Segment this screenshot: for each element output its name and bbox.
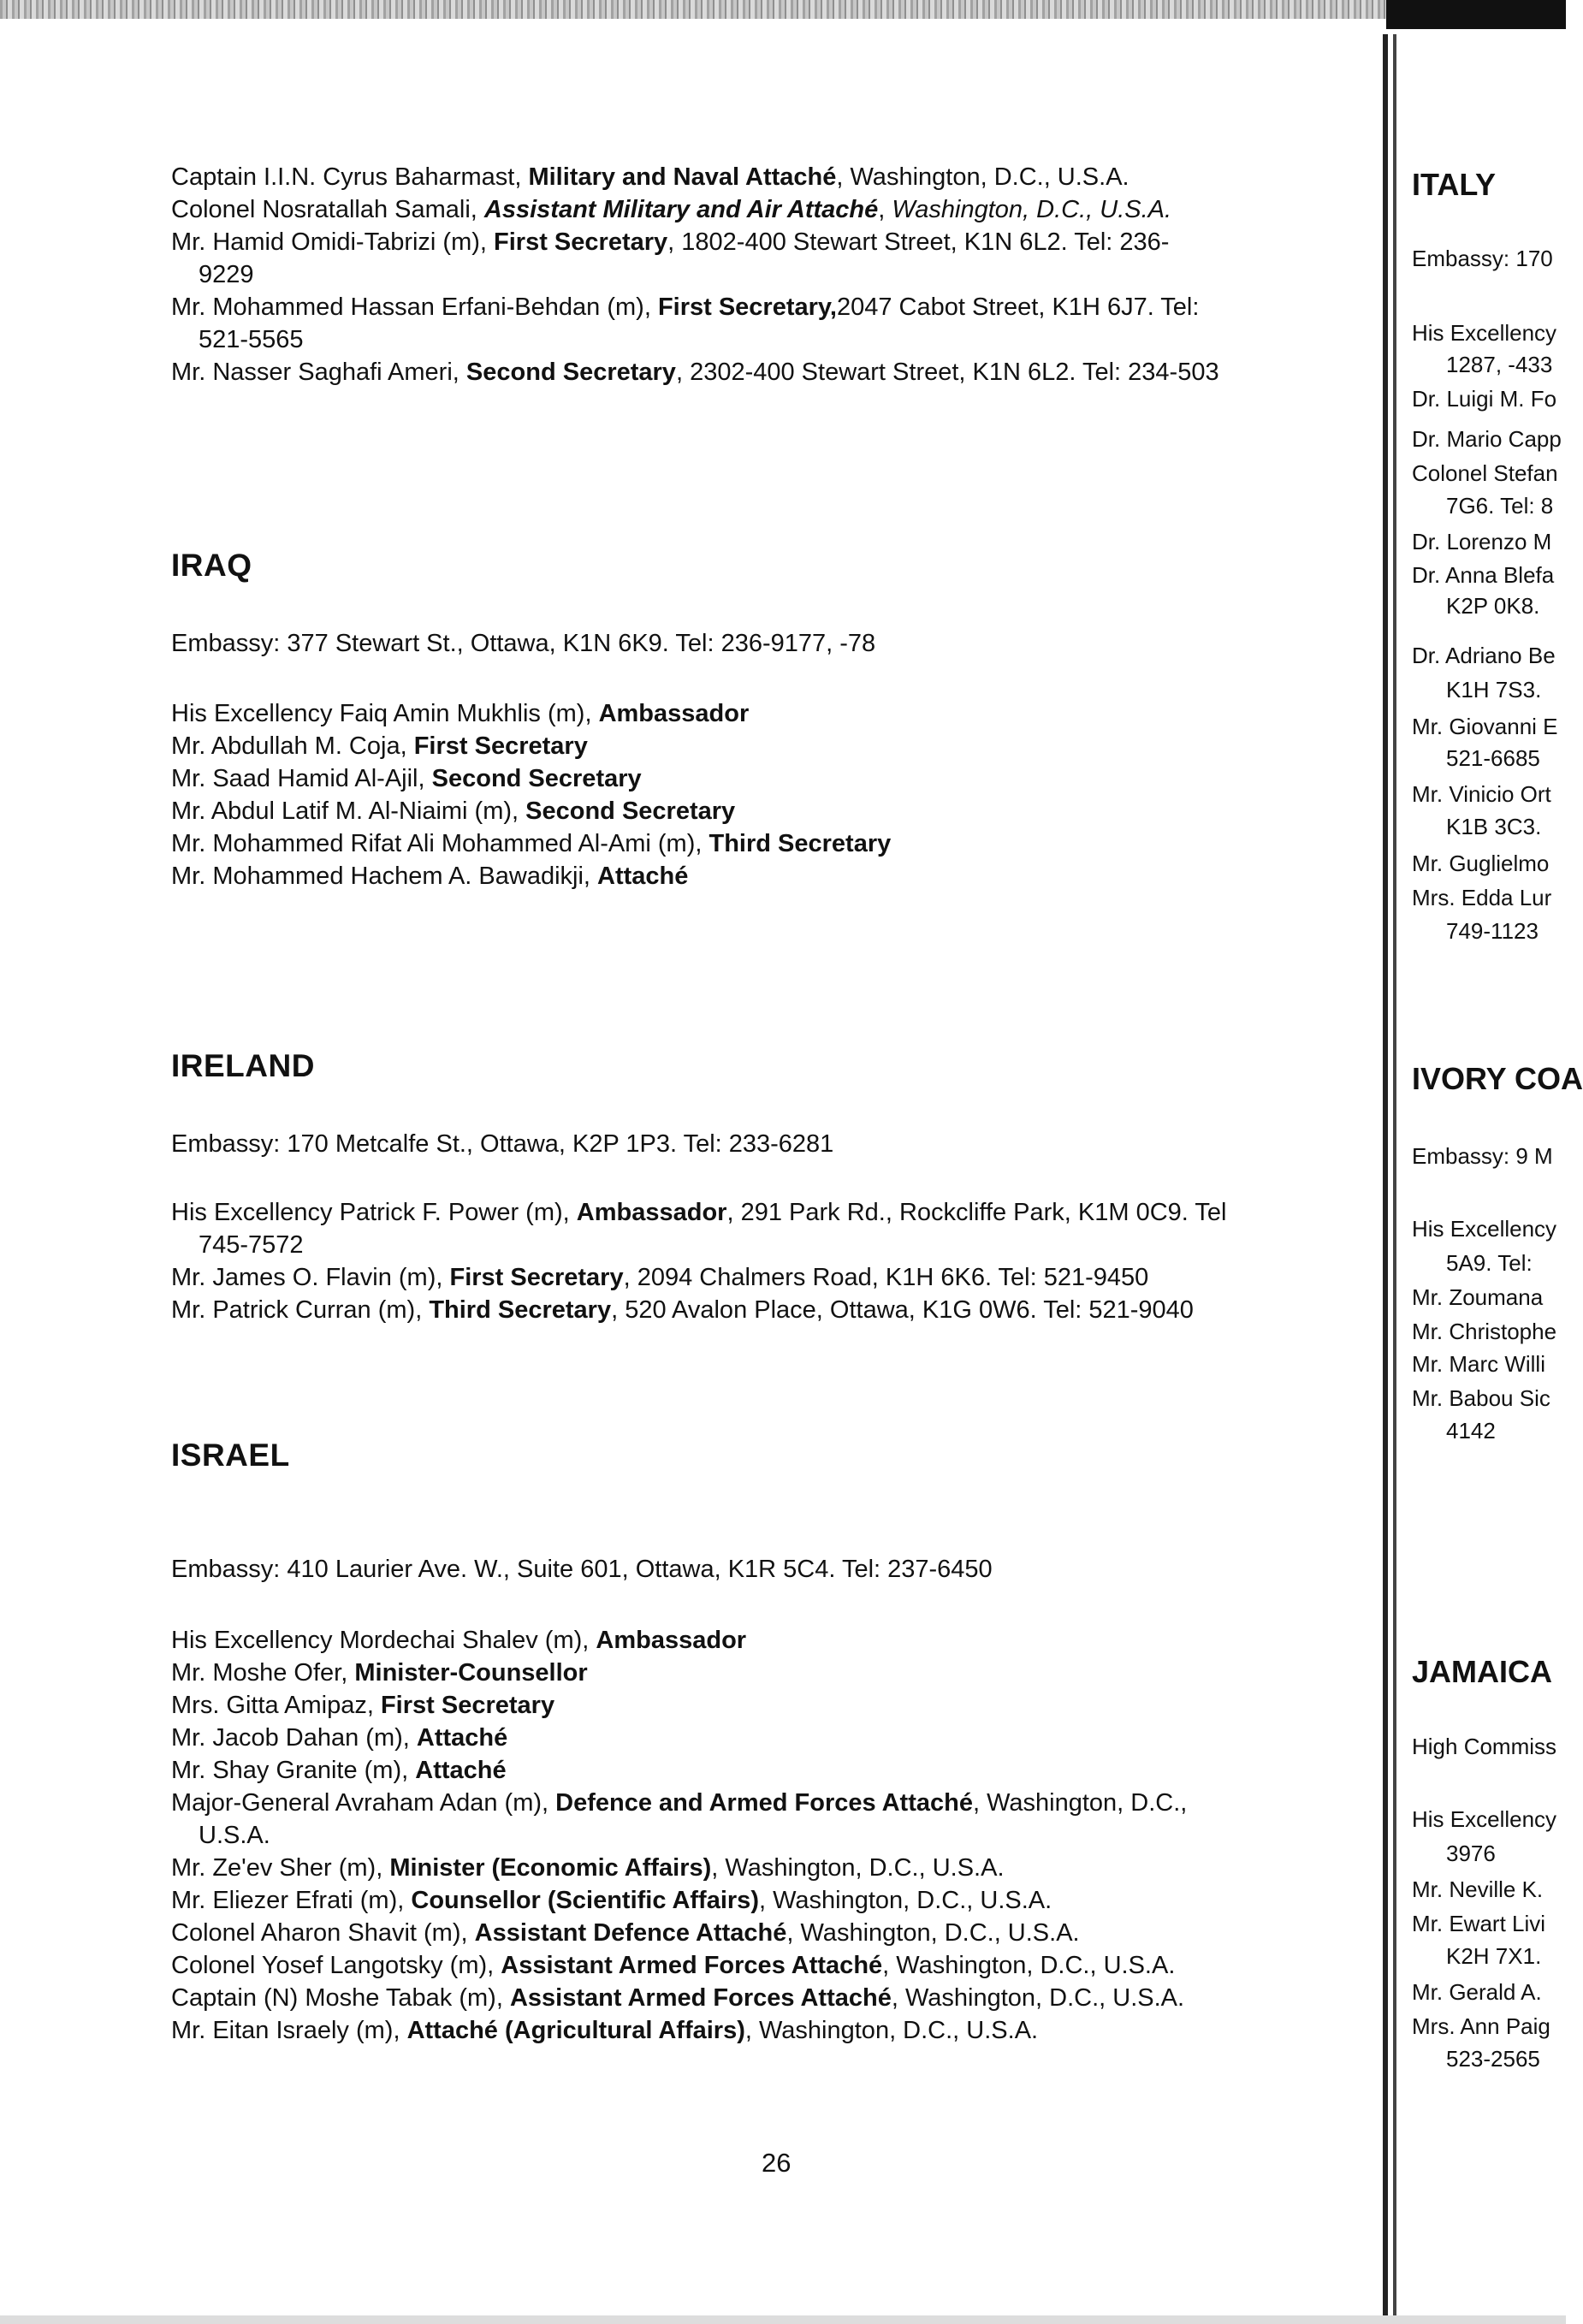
facing-line: Mr. Vinicio Ort [1412, 781, 1551, 807]
facing-line: Embassy: 9 M [1412, 1143, 1553, 1169]
staff-entry: Mrs. Gitta Amipaz, First Secretary [171, 1692, 555, 1719]
facing-page-fragment [1412, 0, 1583, 2324]
staff-entry: Mr. Abdullah M. Coja, First Secretary [171, 732, 588, 760]
scan-bottom-edge [0, 2315, 1566, 2324]
staff-entry: Mr. Saad Hamid Al-Ajil, Second Secretary [171, 765, 642, 792]
facing-line: K2H 7X1. [1446, 1943, 1542, 1969]
facing-line: Dr. Mario Capp [1412, 426, 1562, 452]
iran-continued-section [171, 161, 1369, 388]
staff-entry-continuation: 521-5565 [199, 326, 304, 353]
facing-line: 749-1123 [1446, 918, 1539, 944]
facing-line: 521-6685 [1446, 745, 1540, 771]
staff-entry: His Excellency Patrick F. Power (m), Ambassador, 291 Park Rd., Rockcliffe Park, K1M 0C9. Tel [171, 1199, 1227, 1226]
facing-heading: JAMAICA [1412, 1654, 1553, 1689]
staff-entry: Captain I.I.N. Cyrus Baharmast, Military and Naval Attaché, Washington, D.C., U.S.A. [171, 163, 1129, 191]
facing-line: Mr. Giovanni E [1412, 714, 1558, 739]
staff-entry: Mr. Eliezer Efrati (m), Counsellor (Scientific Affairs), Washington, D.C., U.S.A. [171, 1887, 1052, 1914]
facing-line: 4142 [1446, 1418, 1496, 1444]
staff-entry: Mr. Hamid Omidi-Tabrizi (m), First Secretary, 1802-400 Stewart Street, K1N 6L2. Tel: 236- [171, 228, 1170, 256]
iraq-embassy-address: Embassy: 377 Stewart St., Ottawa, K1N 6K9. Tel: 236-9177, -78 [171, 630, 876, 657]
facing-line: 523-2565 [1446, 2046, 1540, 2072]
section-heading-iraq: IRAQ [171, 548, 252, 583]
iraq-staff-list [171, 697, 1369, 892]
facing-heading: IVORY COA [1412, 1061, 1583, 1096]
facing-line: His Excellency [1412, 320, 1557, 346]
staff-entry: Major-General Avraham Adan (m), Defence and Armed Forces Attaché, Washington, D.C., [171, 1789, 1188, 1817]
staff-entry: Mr. James O. Flavin (m), First Secretary, 2094 Chalmers Road, K1H 6K6. Tel: 521-9450 [171, 1264, 1149, 1291]
facing-line: Dr. Anna Blefa [1412, 562, 1555, 588]
staff-entry: Mr. Abdul Latif M. Al-Niaimi (m), Second Secretary [171, 797, 736, 825]
staff-entry: Mr. Mohammed Hassan Erfani-Behdan (m), First Secretary,2047 Cabot Street, K1H 6J7. Tel: [171, 293, 1200, 321]
staff-entry: His Excellency Mordechai Shalev (m), Ambassador [171, 1627, 747, 1654]
staff-entry: Mr. Mohammed Hachem A. Bawadikji, Attaché [171, 863, 689, 890]
staff-entry: Mr. Ze'ev Sher (m), Minister (Economic Affairs), Washington, D.C., U.S.A. [171, 1854, 1005, 1882]
facing-line: 7G6. Tel: 8 [1446, 493, 1554, 519]
section-heading-ireland: IRELAND [171, 1048, 315, 1083]
facing-line: Mr. Babou Sic [1412, 1385, 1550, 1411]
facing-line: 1287, -433 [1446, 352, 1553, 377]
book-spine [1379, 34, 1414, 2324]
staff-entry-continuation: 9229 [199, 261, 254, 288]
israel-embassy-address: Embassy: 410 Laurier Ave. W., Suite 601, Ottawa, K1R 5C4. Tel: 237-6450 [171, 1556, 993, 1583]
facing-heading: ITALY [1412, 167, 1497, 202]
facing-line: His Excellency [1412, 1806, 1557, 1832]
staff-entry: Colonel Nosratallah Samali, Assistant Military and Air Attaché, Washington, D.C., U.S.A. [171, 196, 1172, 223]
staff-entry: His Excellency Faiq Amin Mukhlis (m), Ambassador [171, 700, 750, 727]
staff-entry: Mr. Patrick Curran (m), Third Secretary, 520 Avalon Place, Ottawa, K1G 0W6. Tel: 521-9040 [171, 1296, 1194, 1324]
ireland-embassy-address: Embassy: 170 Metcalfe St., Ottawa, K2P 1P3. Tel: 233-6281 [171, 1130, 834, 1158]
staff-entry: Colonel Yosef Langotsky (m), Assistant Armed Forces Attaché, Washington, D.C., U.S.A. [171, 1952, 1176, 1979]
facing-line: Dr. Lorenzo M [1412, 529, 1552, 554]
facing-line: Mr. Zoumana [1412, 1284, 1544, 1310]
staff-entry: Mr. Nasser Saghafi Ameri, Second Secretary, 2302-400 Stewart Street, K1N 6L2. Tel: 234-503 [171, 359, 1219, 386]
israel-staff-list [171, 1624, 1369, 2047]
facing-line: K1B 3C3. [1446, 814, 1542, 839]
facing-line: Embassy: 170 [1412, 246, 1553, 271]
ireland-staff-list [171, 1196, 1369, 1326]
staff-entry: Mr. Moshe Ofer, Minister-Counsellor [171, 1659, 588, 1687]
facing-line: Mr. Neville K. [1412, 1876, 1544, 1902]
staff-entry: Mr. Jacob Dahan (m), Attaché [171, 1724, 508, 1752]
scan-top-edge [0, 0, 1566, 19]
facing-line: Mr. Gerald A. [1412, 1979, 1542, 2005]
staff-entry: Mr. Shay Granite (m), Attaché [171, 1757, 507, 1784]
staff-entry: Colonel Aharon Shavit (m), Assistant Defence Attaché, Washington, D.C., U.S.A. [171, 1919, 1080, 1947]
facing-line: Mrs. Edda Lur [1412, 885, 1552, 910]
facing-line: Mr. Ewart Livi [1412, 1911, 1546, 1936]
staff-entry: Captain (N) Moshe Tabak (m), Assistant Armed Forces Attaché, Washington, D.C., U.S.A. [171, 1984, 1185, 2012]
facing-line: Mr. Guglielmo [1412, 851, 1550, 876]
staff-entry-continuation: 745-7572 [199, 1231, 304, 1259]
facing-line: Mr. Christophe [1412, 1319, 1557, 1344]
facing-line: High Commiss [1412, 1734, 1557, 1759]
facing-line: 3976 [1446, 1841, 1496, 1866]
staff-entry: Mr. Mohammed Rifat Ali Mohammed Al-Ami (m), Third Secretary [171, 830, 892, 857]
facing-line: Colonel Stefan [1412, 460, 1558, 486]
facing-line: Mrs. Ann Paig [1412, 2013, 1550, 2039]
facing-line: His Excellency [1412, 1216, 1557, 1242]
facing-line: Dr. Luigi M. Fo [1412, 386, 1557, 412]
staff-entry-continuation: U.S.A. [199, 1822, 270, 1849]
facing-line: Dr. Adriano Be [1412, 643, 1556, 668]
section-heading-israel: ISRAEL [171, 1438, 290, 1473]
facing-line: K2P 0K8. [1446, 593, 1540, 619]
facing-line: 5A9. Tel: [1446, 1250, 1533, 1276]
facing-line: Mr. Marc Willi [1412, 1351, 1545, 1377]
page-number: 26 [762, 2148, 792, 2178]
staff-entry: Mr. Eitan Israely (m), Attaché (Agricultural Affairs), Washington, D.C., U.S.A. [171, 2017, 1039, 2044]
facing-line: K1H 7S3. [1446, 677, 1542, 703]
